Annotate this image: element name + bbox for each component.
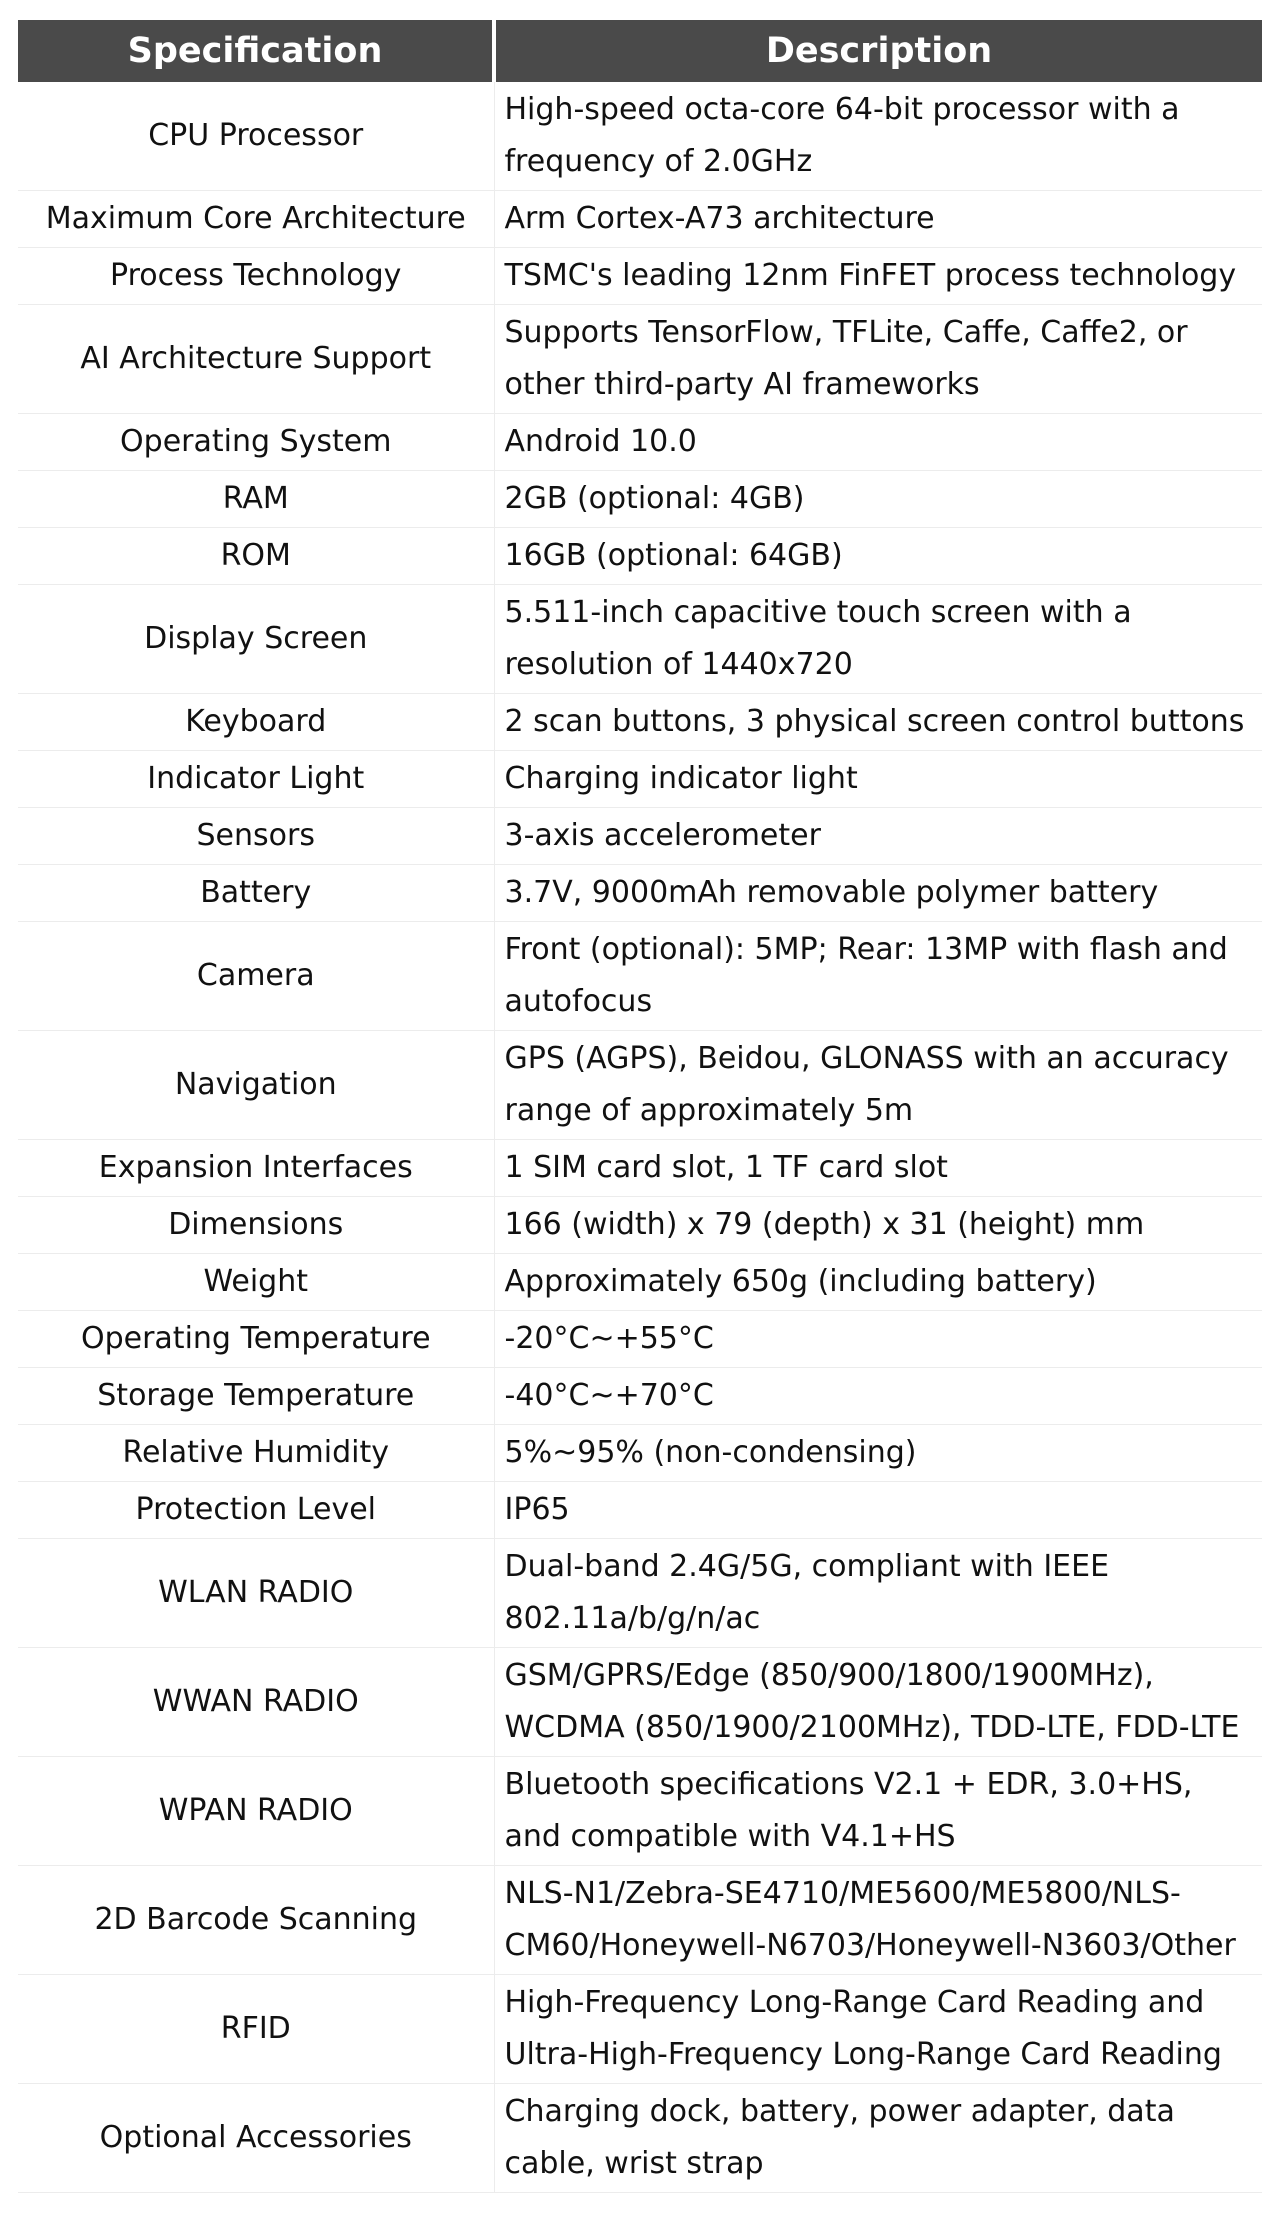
spec-cell: Protection Level [18,1482,494,1539]
spec-table [18,20,1262,2193]
desc-cell: High-Frequency Long-Range Card Reading and Ultra-High-Frequency Long-Range Card Reading [494,1975,1262,2084]
desc-cell: 5%~95% (non-condensing) [494,1425,1262,1482]
spec-cell: AI Architecture Support [18,305,494,414]
spec-cell: WPAN RADIO [18,1757,494,1866]
table-row [18,922,1262,1031]
table-row [18,1757,1262,1866]
table-row [18,694,1262,751]
table-row [18,305,1262,414]
desc-cell: Android 10.0 [494,414,1262,471]
desc-cell: GSM/GPRS/Edge (850/900/1800/1900MHz), WCDMA (850/1900/2100MHz), TDD-LTE, FDD-LTE [494,1648,1262,1757]
spec-cell: RAM [18,471,494,528]
table-row [18,191,1262,248]
table-row [18,2084,1262,2193]
table-row [18,1648,1262,1757]
desc-cell: Approximately 650g (including battery) [494,1254,1262,1311]
desc-cell: Supports TensorFlow, TFLite, Caffe, Caffe2, or other third-party AI frameworks [494,305,1262,414]
spec-cell: Battery [18,865,494,922]
desc-cell: Arm Cortex-A73 architecture [494,191,1262,248]
desc-cell: Bluetooth specifications V2.1 + EDR, 3.0+HS, and compatible with V4.1+HS [494,1757,1262,1866]
spec-cell: ROM [18,528,494,585]
table-row [18,1539,1262,1648]
spec-cell: Weight [18,1254,494,1311]
desc-cell: 2 scan buttons, 3 physical screen control buttons [494,694,1262,751]
spec-cell: Keyboard [18,694,494,751]
spec-cell: WLAN RADIO [18,1539,494,1648]
table-header-row [18,20,1262,82]
desc-cell: 1 SIM card slot, 1 TF card slot [494,1140,1262,1197]
table-row [18,1425,1262,1482]
table-row [18,585,1262,694]
table-row [18,1254,1262,1311]
spec-cell: 2D Barcode Scanning [18,1866,494,1975]
desc-cell: 3-axis accelerometer [494,808,1262,865]
spec-cell: Expansion Interfaces [18,1140,494,1197]
spec-cell: Maximum Core Architecture [18,191,494,248]
spec-cell: Sensors [18,808,494,865]
header-specification: Specification [18,20,494,82]
desc-cell: Charging dock, battery, power adapter, data cable, wrist strap [494,2084,1262,2193]
table-row [18,751,1262,808]
table-row [18,414,1262,471]
spec-cell: Operating System [18,414,494,471]
desc-cell: IP65 [494,1482,1262,1539]
spec-cell: Optional Accessories [18,2084,494,2193]
desc-cell: 2GB (optional: 4GB) [494,471,1262,528]
table-row [18,1311,1262,1368]
spec-cell: CPU Processor [18,82,494,191]
table-row [18,1140,1262,1197]
desc-cell: High-speed octa-core 64-bit processor with a frequency of 2.0GHz [494,82,1262,191]
table-row [18,1482,1262,1539]
desc-cell: -20°C~+55°C [494,1311,1262,1368]
table-row [18,82,1262,191]
desc-cell: 166 (width) x 79 (depth) x 31 (height) mm [494,1197,1262,1254]
table-row [18,528,1262,585]
spec-cell: Storage Temperature [18,1368,494,1425]
table-row [18,1368,1262,1425]
desc-cell: 16GB (optional: 64GB) [494,528,1262,585]
table-row [18,865,1262,922]
desc-cell: 5.511-inch capacitive touch screen with a resolution of 1440x720 [494,585,1262,694]
desc-cell: Front (optional): 5MP; Rear: 13MP with flash and autofocus [494,922,1262,1031]
spec-cell: Operating Temperature [18,1311,494,1368]
spec-cell: RFID [18,1975,494,2084]
table-row [18,1197,1262,1254]
desc-cell: Charging indicator light [494,751,1262,808]
spec-cell: WWAN RADIO [18,1648,494,1757]
desc-cell: -40°C~+70°C [494,1368,1262,1425]
table-row [18,1031,1262,1140]
table-row [18,471,1262,528]
header-description: Description [494,20,1262,82]
table-row [18,1975,1262,2084]
desc-cell: Dual-band 2.4G/5G, compliant with IEEE 802.11a/b/g/n/ac [494,1539,1262,1648]
spec-cell: Navigation [18,1031,494,1140]
spec-cell: Indicator Light [18,751,494,808]
desc-cell: TSMC's leading 12nm FinFET process technology [494,248,1262,305]
table-row [18,248,1262,305]
spec-cell: Process Technology [18,248,494,305]
table-row [18,1866,1262,1975]
spec-cell: Dimensions [18,1197,494,1254]
desc-cell: GPS (AGPS), Beidou, GLONASS with an accuracy range of approximately 5m [494,1031,1262,1140]
desc-cell: 3.7V, 9000mAh removable polymer battery [494,865,1262,922]
spec-cell: Display Screen [18,585,494,694]
spec-cell: Relative Humidity [18,1425,494,1482]
spec-table-container [18,20,1262,2193]
desc-cell: NLS-N1/Zebra-SE4710/ME5600/ME5800/NLS-CM60/Honeywell-N6703/Honeywell-N3603/Other [494,1866,1262,1975]
spec-cell: Camera [18,922,494,1031]
table-row [18,808,1262,865]
